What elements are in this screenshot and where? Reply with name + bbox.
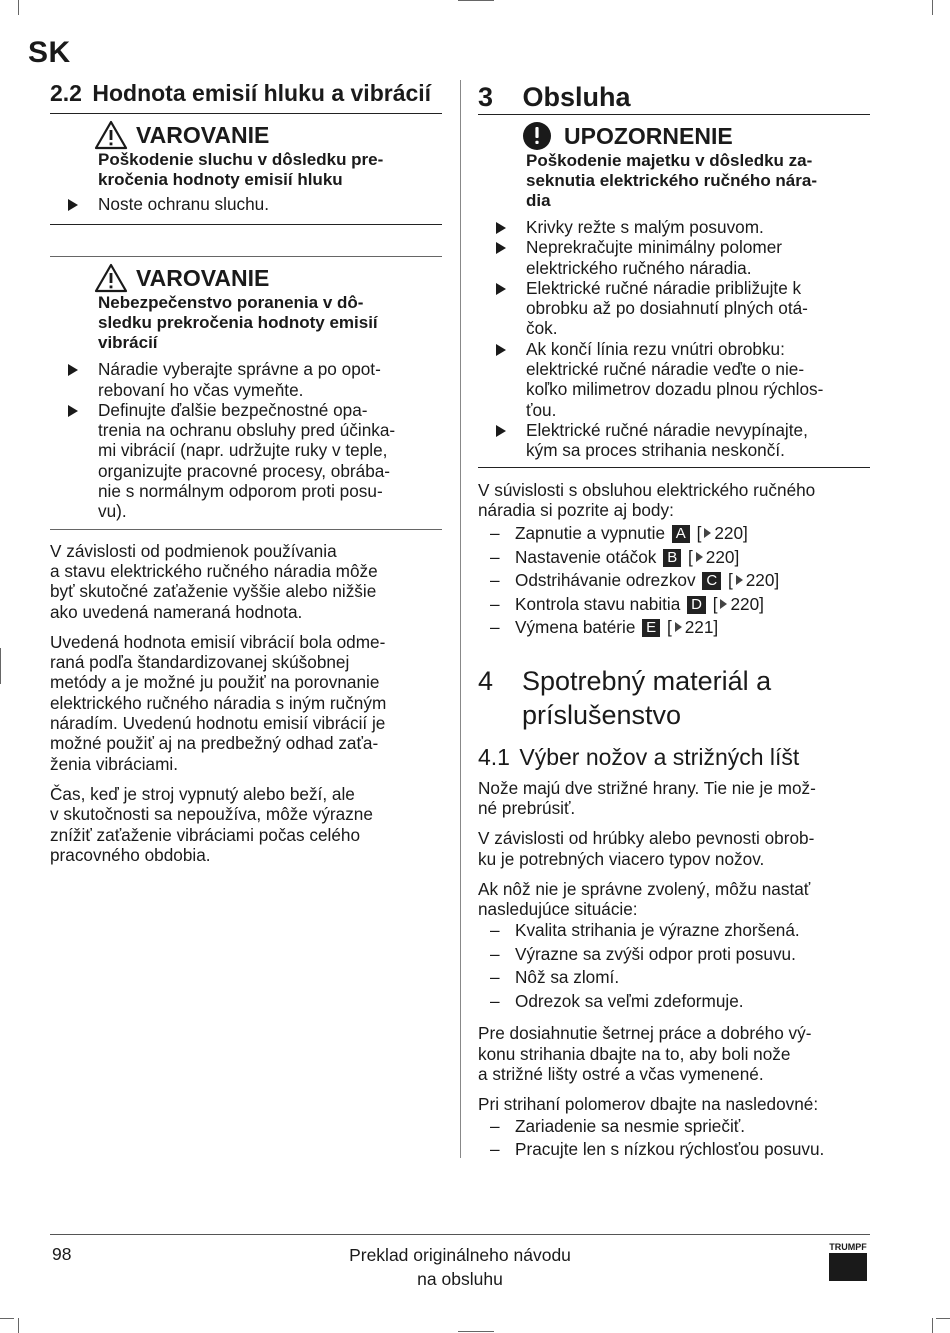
dash-marker: – [490,593,500,614]
line: koľko milimetrov dozadu plnou rýchlos- [526,379,824,400]
page-ref[interactable]: 220] [730,593,764,614]
list-item [478,616,870,640]
language-code: SK [28,36,71,69]
line: kým sa proces strihania neskončí. [526,440,785,461]
right-column [478,78,870,1162]
bullet-triangle-icon [68,199,78,211]
warning-box-vibration [50,263,442,353]
list-item [478,339,870,420]
line: kročenia hodnoty emisií hluku [98,170,343,189]
notice-title [522,121,870,151]
page-ref-arrow-icon [736,575,743,585]
exclamation-circle-icon [522,121,556,151]
dash-marker: – [490,1139,500,1160]
line: obrobku až po dosiahnutí plných otá- [526,298,808,319]
dash-marker: – [490,990,500,1011]
rule [50,529,442,530]
ref-text: Nastavenie otáčok [515,546,657,567]
ref-text: Výmena batérie [515,617,636,638]
column-divider [460,80,461,1158]
line: pracovného obdobia. [50,844,211,865]
paragraph [478,879,870,920]
line: náradia si pozrite aj body: [478,499,674,520]
list-item [478,1138,870,1162]
line: metódy a je možné ju použiť na porovnanie [50,672,380,693]
list-item [478,237,870,278]
dash-marker: – [490,617,500,638]
dash-marker: – [490,570,500,591]
page-ref-arrow-icon [675,622,682,632]
situation-list [478,919,870,1013]
page-ref-arrow-icon [704,528,711,538]
paragraph [50,632,442,774]
line: ku je potrebných viacero typov nožov. [478,848,765,869]
line: konu strihania dbajte na to, aby boli nože [478,1043,791,1064]
paragraph [478,828,870,869]
list-item [478,990,870,1014]
bracket: [ [727,570,733,591]
logo-block-icon [829,1253,867,1281]
warning-actions [50,194,442,214]
line: organizujte pracovné procesy, obrába- [98,460,391,481]
warning-title-text: VAROVANIE [136,122,270,148]
warning-subtitle [98,293,442,353]
footer-title [300,1243,620,1291]
line: vu). [98,501,127,522]
line: Ak nôž nie je správne zvolený, môžu nastať [478,878,811,899]
list-item [478,569,870,593]
line: ako uvedená nameraná hodnota. [50,601,303,622]
crop-mark [932,0,933,15]
line: Preklad originálneho návodu [349,1245,571,1265]
line: mi vibrácií (napr. udržujte ruky v teple, [98,440,388,461]
bullet-triangle-icon [496,222,506,234]
list-item [478,943,870,967]
page-ref[interactable]: 220] [745,570,780,591]
line: Poškodenie majetku v dôsledku za- [526,151,813,170]
line: elektrického ručného náradia. [526,257,752,278]
line: vibrácií [98,333,158,353]
ref-text: Odstrihávanie odrezkov [515,570,696,591]
section-number: 3 [478,82,494,112]
paragraph [478,480,870,521]
warning-title [94,263,442,293]
page-number: 98 [52,1244,72,1264]
paragraph [478,778,870,819]
line: v skutočnosti sa nepoužíva, môže výrazne [50,804,373,825]
left-column [50,78,442,865]
list-item [478,278,870,339]
line: Pre dosiahnutie šetrnej práce a dobrého vý- [478,1023,812,1044]
line: raná podľa štandardizovanej skúšobnej [50,652,350,673]
list-item [50,194,442,214]
notice-actions [478,217,870,461]
line: príslušenstvo [522,699,682,730]
line: a strižné lišty ostré a včas vymenené. [478,1064,764,1085]
line: V závislosti od podmienok používania [50,540,337,561]
notice-title-text: UPOZORNENIE [564,123,733,149]
bracket: [ [712,593,718,614]
dash-marker: – [490,920,500,941]
section-number: 4 [478,665,494,696]
item-text: Kvalita strihania je výrazne zhoršená. [515,920,800,941]
list-item [478,919,870,943]
line: znížiť zaťaženie vibráciami počas celého [50,824,361,845]
line: Ak končí línia rezu vnútri obrobku: [526,338,785,359]
line: náradím. Uvedenú hodnotu emisií vibrácií je [50,713,386,734]
warning-box-noise [50,120,442,190]
section-title [522,664,771,732]
line: Náradie vyberajte správne a po opot- [98,359,381,380]
warning-title [94,120,442,150]
line: Elektrické ručné náradie nevypínajte, [526,419,808,440]
warning-subtitle [98,150,442,190]
bullet-triangle-icon [68,364,78,376]
line: elektrické ručné náradie veďte o nie- [526,359,805,380]
line: Neprekračujte minimálny polomer [526,237,782,258]
section-number: 2.2 [50,80,82,106]
list-item [478,420,870,461]
crop-mark [932,1318,933,1333]
dash-marker: – [490,967,500,988]
dash-marker: – [490,546,500,567]
line: Definujte ďalšie bezpečnostné opa- [98,399,368,420]
list-item [478,966,870,990]
list-item [478,522,870,546]
line: né prebrúsiť. [478,797,576,818]
crop-mark [0,648,1,684]
line: nasledujúce situácie: [478,899,638,920]
footer-rule [50,1234,870,1235]
crop-mark [18,1318,19,1333]
page-ref-arrow-icon [720,599,727,609]
list-item [50,359,442,400]
line: Nože majú dve strižné hrany. Tie nie je mož- [478,777,816,798]
list-item [478,546,870,570]
line: byť skutočné zaťaženie vyššie alebo nižšie [50,581,377,602]
bullet-triangle-icon [496,344,506,356]
warning-actions [50,359,442,521]
section-heading-4-1 [478,742,870,772]
item-text: Nôž sa zlomí. [515,967,620,988]
line: čok. [526,318,558,339]
line: dia [526,191,551,210]
section-heading-2-2 [50,78,442,108]
paragraph [478,1023,870,1084]
rule [478,467,870,468]
dash-marker: – [490,523,500,544]
dash-marker: – [490,943,500,964]
crop-mark [458,0,494,1]
bullet-triangle-icon [496,425,506,437]
bracket: [ [696,523,702,544]
section-number: 4.1 [478,743,510,770]
crop-mark [936,1318,950,1319]
item-text: Výrazne sa zvýši odpor proti posuvu. [515,943,796,964]
list-item [50,400,442,522]
item-text: Pracujte len s nízkou rýchlosťou posuvu. [515,1139,825,1160]
line: trenia na ochranu obsluhy pred účinka- [98,420,396,441]
bracket: [ [666,617,672,638]
figure-key-badge: B [663,549,681,567]
rule [50,113,442,114]
line: Poškodenie sluchu v dôsledku pre- [98,150,384,169]
figure-key-badge: C [702,572,721,590]
brand-logo [829,1242,867,1281]
bullet-triangle-icon [68,405,78,417]
line: možné použiť aj na predbežný odhad zaťa- [50,733,379,754]
line: elektrického ručného náradia s iným ručným [50,692,387,713]
line: ženia vibráciami. [50,753,178,774]
line: Noste ochranu sluchu. [98,194,270,214]
paragraph [50,784,442,865]
line: sledku prekročenia hodnoty emisií [98,313,378,333]
operation-references [478,522,870,640]
section-title: Hodnota emisií hluku a vibrácií [92,80,432,106]
line: Nebezpečenstvo poranenia v dô- [98,293,364,313]
list-item [478,217,870,237]
list-item [478,1115,870,1139]
page-ref[interactable]: 220] [705,546,740,567]
line: Spotrebný materiál a [522,665,772,696]
line: seknutia elektrického ručného nára- [526,171,817,190]
rule [50,224,442,225]
logo-text: TRUMPF [829,1242,867,1252]
line: Uvedená hodnota emisií vibrácií bola odme- [50,631,386,652]
page-ref-arrow-icon [696,552,703,562]
list-item [478,593,870,617]
ref-text: Kontrola stavu nabitia [515,593,681,614]
paragraph [478,1094,870,1114]
crop-mark [18,0,19,15]
figure-key-badge: A [672,525,690,543]
bullet-triangle-icon [496,283,506,295]
section-heading-4 [478,664,870,732]
line: Krivky režte s malým posuvom. [526,217,764,237]
notice-subtitle [526,151,870,211]
item-text: Zariadenie sa nesmie spriečiť. [515,1115,745,1136]
rule [50,256,442,257]
line: na obsluhu [417,1269,503,1289]
crop-mark [458,1331,494,1332]
section-title: Výber nožov a strižných líšt [519,743,800,770]
rule [478,114,870,115]
crop-mark [0,1318,14,1319]
notice-box [478,121,870,211]
line: Elektrické ručné náradie približujte k [526,277,802,298]
line: nie s normálnym odporom proti posu- [98,481,383,502]
bracket: [ [687,546,693,567]
dash-marker: – [490,1115,500,1136]
section-title: Obsluha [522,82,631,112]
page-ref[interactable]: 221] [684,617,719,638]
line: ťou. [526,399,557,420]
item-text: Odrezok sa veľmi zdeformuje. [515,990,744,1011]
warning-triangle-icon [94,263,128,293]
figure-key-badge: E [642,619,660,637]
paragraph [50,541,442,622]
line: V závislosti od hrúbky alebo pevnosti obrob- [478,828,815,849]
section-heading-3 [478,80,870,114]
figure-key-badge: D [687,596,706,614]
radius-list [478,1115,870,1162]
warning-title-text: VAROVANIE [136,265,270,292]
line: V súvislosti s obsluhou elektrického ručného [478,479,816,500]
line: rebovaní ho včas vymeňte. [98,379,304,400]
line: Pri strihaní polomerov dbajte na nasledovné: [478,1094,819,1115]
ref-text: Zapnutie a vypnutie [515,523,666,544]
warning-triangle-icon [94,120,128,150]
bullet-triangle-icon [496,242,506,254]
line: a stavu elektrického ručného náradia môže [50,560,378,581]
line: Čas, keď je stroj vypnutý alebo beží, ale [50,783,355,804]
page-ref[interactable]: 220] [714,523,748,544]
